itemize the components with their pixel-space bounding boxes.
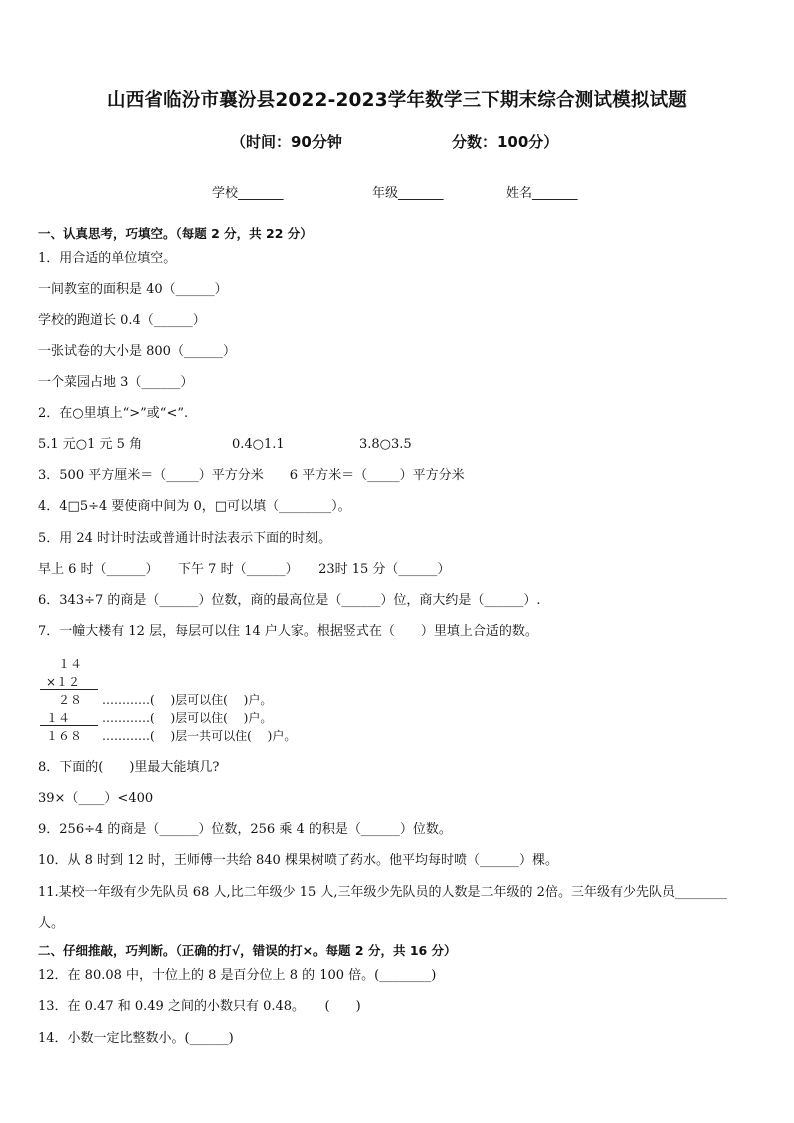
- school-field[interactable]: 学校_______: [212, 186, 284, 201]
- exam-time: （时间：90分钟: [231, 133, 342, 151]
- question-9: 9．256÷4 的商是（______）位数，256 乘 4 的积是（______）位数。: [38, 822, 452, 837]
- calc-partial-1-text: …………( )层可以住( )户。: [102, 693, 273, 707]
- question-1d: 一个菜园占地 3（______）: [38, 375, 194, 390]
- question-13: 13．在 0.47 和 0.49 之间的小数只有 0.48。 ( ): [38, 999, 361, 1014]
- calc-multiplier: ×１２: [46, 675, 81, 689]
- exam-score: 分数：100分）: [452, 133, 559, 151]
- question-6: 6．343÷7 的商是（______）位数，商的最高位是（______）位，商大约是（______）.: [38, 593, 541, 608]
- question-7: 7．一幢大楼有 12 层，每层可以住 14 户人家。根据竖式在（ ）里填上合适的数。: [38, 624, 538, 639]
- question-11: 11.某校一年级有少先队员 68 人,比二年级少 15 人,三年级少先队员的人数是二年级的 2倍。三年级有少先队员________: [38, 885, 727, 900]
- calc-product-text: …………( )层一共可以住( )户。: [102, 729, 297, 743]
- question-2: 2．在○里填上“>”或“<”.: [38, 406, 189, 421]
- page-title: 山西省临汾市襄汾县2022-2023学年数学三下期末综合测试模拟试题: [107, 90, 687, 111]
- calc-product: １６８: [46, 729, 83, 743]
- question-1: 1．用合适的单位填空。: [38, 251, 177, 266]
- section-one-heading: 一、认真思考，巧填空。（每题 2 分，共 22 分）: [38, 226, 313, 241]
- question-1b: 学校的跑道长 0.4（______）: [38, 313, 206, 328]
- question-11-end: 人。: [38, 916, 65, 931]
- question-1c: 一张试卷的大小是 800（______）: [38, 344, 236, 359]
- question-1a: 一间教室的面积是 40（______）: [38, 282, 228, 297]
- question-2a: 5.1 元○1 元 5 角: [38, 437, 143, 452]
- calc-multiplicand: １４: [58, 657, 83, 671]
- calc-rule-1: [40, 689, 98, 690]
- calc-partial-1: ２８: [58, 693, 83, 707]
- question-5: 5．用 24 时计时法或普通计时法表示下面的时刻。: [38, 531, 332, 546]
- calc-partial-2: １４: [46, 711, 71, 725]
- section-two-heading: 二、仔细推敲，巧判断。（正确的打√，错误的打×。每题 2 分，共 16 分）: [38, 943, 457, 958]
- calc-partial-2-text: …………( )层可以住( )户。: [102, 711, 273, 725]
- question-10: 10．从 8 时到 12 时，王师傅一共给 840 棵果树喷了药水。他平均每时喷（______）棵。: [38, 853, 558, 868]
- question-8a: 39×（____）<400: [38, 791, 154, 806]
- question-3: 3．500 平方厘米＝（_____）平方分米 6 平方米＝（_____）平方分米: [38, 468, 465, 483]
- name-field[interactable]: 姓名_______: [506, 186, 578, 201]
- question-2c: 3.8○3.5: [359, 437, 412, 452]
- question-4: 4．4□5÷4 要使商中间为 0，□可以填（________）。: [38, 499, 351, 514]
- grade-field[interactable]: 年级_______: [372, 186, 444, 201]
- question-2b: 0.4○1.1: [232, 437, 285, 452]
- question-14: 14．小数一定比整数小。(______): [38, 1031, 234, 1046]
- question-5a: 早上 6 时（______） 下午 7 时（______） 23时 15 分（______）: [38, 562, 451, 577]
- calc-rule-2: [40, 725, 98, 726]
- question-8: 8．下面的( )里最大能填几?: [38, 760, 220, 775]
- question-12: 12．在 80.08 中，十位上的 8 是百分位上 8 的 100 倍。(________): [38, 968, 437, 983]
